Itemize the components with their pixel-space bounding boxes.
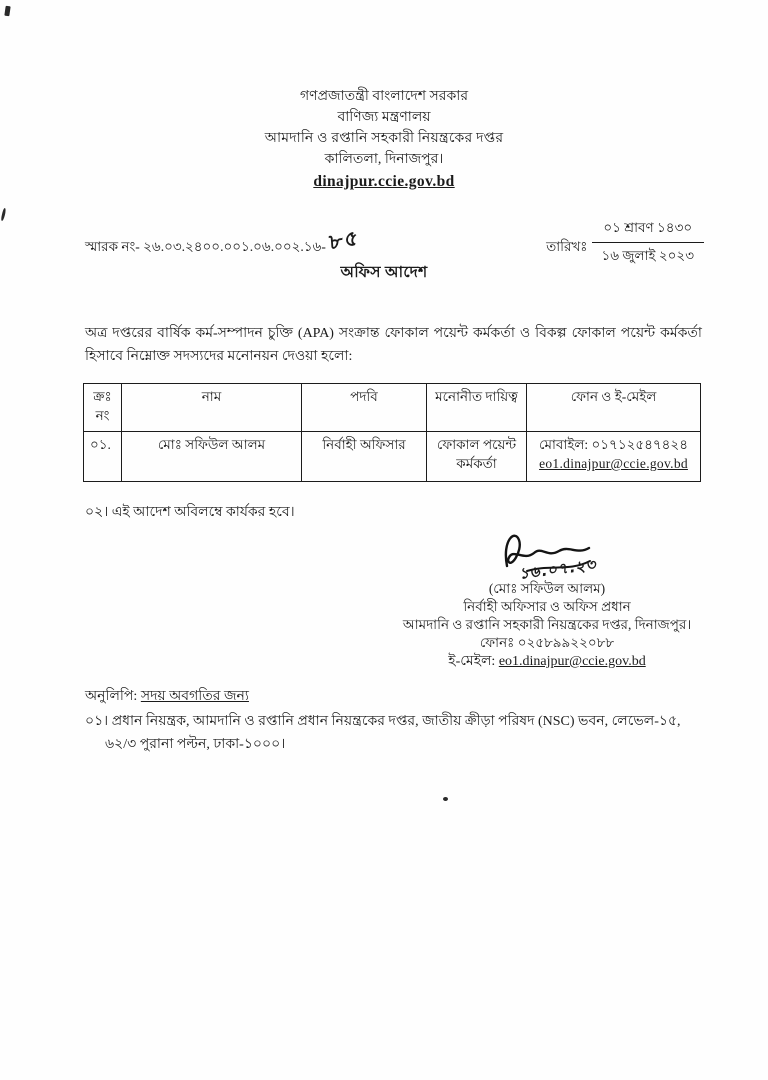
signature-area (392, 528, 702, 583)
distribution-section (85, 685, 708, 756)
cell-serial: ০১. (84, 432, 122, 482)
signatory-phone: ফোনঃ ০২৫৮৯৯২২০৮৮ (479, 635, 615, 650)
website-url: dinajpur.ccie.gov.bd (313, 173, 455, 190)
cell-email: eo1.dinajpur@ccie.gov.bd (539, 456, 688, 471)
table-row (84, 432, 701, 482)
focal-point-table (83, 383, 701, 482)
table-header-row (84, 384, 701, 432)
signatory-email: eo1.dinajpur@ccie.gov.bd (498, 654, 646, 669)
date-gregorian-calendar: ১৬ জুলাই ২০২৩ (601, 248, 694, 263)
copy-purpose: সদয় অবগতির জন্য (140, 689, 249, 704)
scan-artifact-dot (443, 797, 448, 801)
order-effect-note: ০২। এই আদেশ অবিলম্বে কার্যকর হবে। (85, 505, 295, 520)
memo-number: স্মারক নং- ২৬.০৩.২৪০০.০০১.০৬.০০২.১৬- (85, 239, 326, 254)
col-header-serial: ক্রঃ নং (84, 384, 122, 432)
office-location: কালিতলা, দিনাজপুর। (324, 152, 444, 167)
cell-designation: নির্বাহী অফিসার (302, 432, 427, 482)
signatory-email-line (392, 653, 702, 671)
copy-label: অনুলিপি: (85, 689, 138, 704)
email-label: ই-মেইল: (448, 654, 496, 669)
memo-number-line (85, 217, 360, 263)
office-name: আমদানি ও রপ্তানি সহকারী নিয়ন্ত্রকের দপ্তর (264, 131, 504, 146)
col-header-designation: পদবি (302, 384, 427, 432)
cell-mobile: মোবাইল: ০১৭১২৫৪৭৪২৪ (539, 437, 688, 452)
distribution-heading (85, 685, 708, 708)
date-bangla-calendar: ০১ শ্রাবণ ১৪৩০ (592, 217, 704, 243)
signature-handwritten-date: ১৬.০৭.২৩ (519, 555, 599, 583)
document-title: অফিস আদেশ (340, 264, 428, 281)
col-header-name: নাম (122, 384, 302, 432)
body-paragraph: অত্র দপ্তরের বার্ষিক কর্ম-সম্পাদন চুক্তি (APA) সংক্রান্ত ফোকাল পয়েন্ট কর্মকর্তা ও বিকল্প ফোকাল পয়েন্ট কর্মকর্তা হিসাবে নিম্নোক্ত সদস্যদের মনোনয়ন দেওয়া হলো: (85, 326, 702, 364)
letterhead (0, 0, 768, 193)
cell-assigned-duty: ফোকাল পয়েন্ট কর্মকর্তা (427, 432, 527, 482)
signature-block (392, 528, 702, 671)
signatory-name: (মোঃ সফিউল আলম) (488, 581, 606, 596)
date-fraction (592, 217, 704, 268)
date-label: তারিখঃ (546, 239, 588, 254)
col-header-phone-email: ফোন ও ই-মেইল (527, 384, 701, 432)
memo-handwritten-serial: ৮৫ (328, 225, 361, 255)
col-header-assigned-duty: মনোনীত দায়িত্ব (427, 384, 527, 432)
date-block (546, 217, 704, 268)
cell-contact (527, 432, 701, 482)
government-name: গণপ্রজাতন্ত্রী বাংলাদেশ সরকার (299, 89, 469, 104)
distribution-item: ০১। প্রধান নিয়ন্ত্রক, আমদানি ও রপ্তানি প্রধান নিয়ন্ত্রকের দপ্তর, জাতীয় ক্রীড়া পরিষদ (NSC) ভবন, লেভেল-১৫, ৬২/৩ পুরানা পল্টন, ঢাকা-১০০০। (85, 714, 681, 752)
scan-artifact-edge-mark (0, 208, 6, 221)
ministry-name: বাণিজ্য মন্ত্রণালয় (337, 110, 431, 125)
cell-name: মোঃ সফিউল আলম (122, 432, 302, 482)
signatory-office: আমদানি ও রপ্তানি সহকারী নিয়ন্ত্রকের দপ্তর, দিনাজপুর। (402, 617, 692, 632)
signatory-designation: নির্বাহী অফিসার ও অফিস প্রধান (463, 599, 631, 614)
